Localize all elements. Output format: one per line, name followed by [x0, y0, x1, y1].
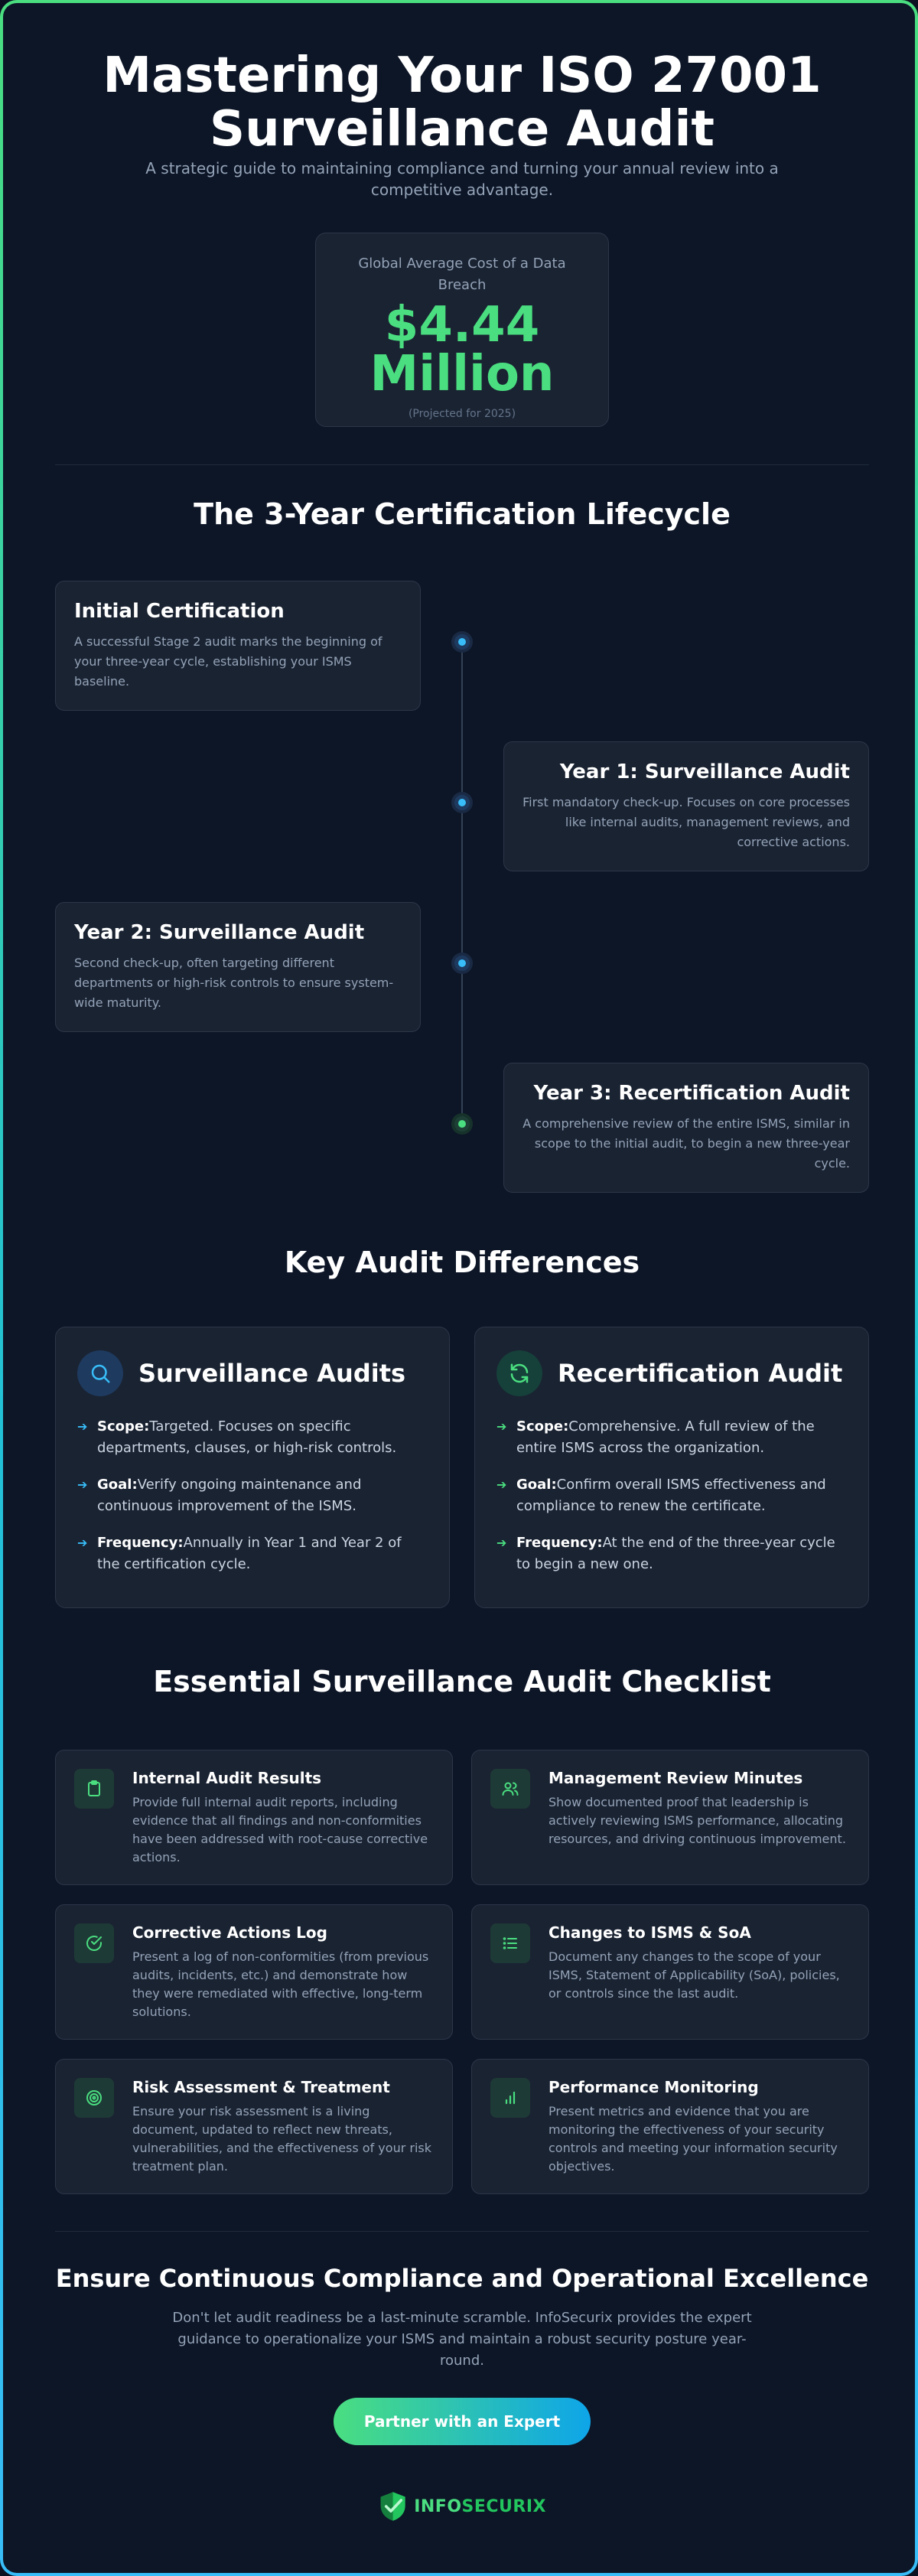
divider [55, 464, 869, 465]
checklist-item-title: Corrective Actions Log [132, 1923, 327, 1942]
checklist-item-text: Show documented proof that leadership is actively reviewing ISMS performance, allocating resources, and driving continuous improvement. [549, 1795, 846, 1846]
list-icon [490, 1923, 530, 1963]
timeline-dot [454, 634, 470, 650]
arrow-right-icon: ➔ [496, 1536, 507, 1550]
stat-label: Global Average Cost of a Data Breach [358, 256, 566, 293]
diff-item-key: Goal: [97, 1477, 138, 1493]
title-line-2: Surveillance Audit [210, 101, 715, 158]
refresh-icon [496, 1350, 542, 1396]
check-circle-icon [74, 1923, 114, 1963]
checklist-item-title: Changes to ISMS & SoA [549, 1923, 751, 1942]
title-line-1: Mastering Your ISO 27001 [103, 47, 822, 104]
diff-item-scope [77, 1416, 428, 1459]
diff-item-frequency [77, 1532, 428, 1575]
timeline-dot [454, 1116, 470, 1132]
page-title [3, 49, 918, 157]
clipboard-icon [74, 1769, 114, 1809]
lifecycle-title: The 3-Year Certification Lifecycle [194, 497, 731, 531]
diff-item-text: At the end of the three-year cycle to begin a new one. [516, 1535, 835, 1572]
search-icon [77, 1350, 123, 1396]
stat-value [316, 297, 608, 402]
recertification-audit-title: Recertification Audit [558, 1359, 843, 1388]
cta-title: Ensure Continuous Compliance and Operational Excellence [55, 2264, 869, 2293]
checklist-item-title: Performance Monitoring [549, 2078, 759, 2096]
timeline-card-year1 [503, 741, 869, 871]
timeline-card-year2 [55, 902, 421, 1032]
timeline-card-text: Second check-up, often targeting different departments or high-risk controls to ensure system-wide maturity. [74, 956, 394, 1010]
stat-value-line-2: Million [369, 346, 555, 402]
checklist-item-text: Provide full internal audit reports, including evidence that all findings and non-conformities have been addressed with root-cause corrective actions. [132, 1795, 428, 1864]
shield-check-icon [378, 2489, 408, 2524]
target-icon [74, 2078, 114, 2118]
arrow-right-icon: ➔ [77, 1536, 88, 1550]
timeline-card-text: A comprehensive review of the entire ISMS, similar in scope to the initial audit, to begin a new three-year cycle. [522, 1116, 850, 1171]
cta-text: Don't let audit readiness be a last-minute scramble. InfoSecurix provides the expert guidance to operationalize your ISMS and maintain a robust security posture year-round. [172, 2310, 752, 2369]
logo-part-1: INFO [414, 2496, 462, 2516]
arrow-right-icon: ➔ [77, 1477, 88, 1492]
checklist-item [55, 1904, 453, 2040]
diff-item-text: Comprehensive. A full review of the entire ISMS across the organization. [516, 1418, 815, 1456]
checklist-item [471, 1750, 869, 1885]
checklist-item-title: Internal Audit Results [132, 1769, 322, 1787]
timeline-card-title: Year 2: Surveillance Audit [74, 921, 365, 944]
checklist-item-text: Present a log of non-conformities (from previous audits, incidents, etc.) and demonstrate how they were remediated with effective, long-term solutions. [132, 1949, 429, 2019]
checklist-title: Essential Surveillance Audit Checklist [153, 1665, 771, 1698]
recertification-audit-card [474, 1327, 869, 1608]
timeline-card-title: Initial Certification [74, 600, 285, 623]
checklist-item-title: Risk Assessment & Treatment [132, 2078, 390, 2096]
diff-item-key: Goal: [516, 1477, 557, 1493]
stat-value-line-1: $4.44 [384, 297, 540, 353]
diff-item-key: Scope: [516, 1418, 569, 1435]
timeline-card-title: Year 1: Surveillance Audit [559, 760, 850, 783]
checklist-item [471, 1904, 869, 2040]
diff-item-text: Targeted. Focuses on specific departments, clauses, or high-risk controls. [97, 1418, 397, 1456]
diff-item-frequency [496, 1532, 847, 1575]
logo-wordmark [414, 2497, 546, 2516]
diff-item-text: Confirm overall ISMS effectiveness and compliance to renew the certificate. [516, 1477, 826, 1514]
diff-item-key: Frequency: [97, 1535, 184, 1551]
checklist-item-text: Document any changes to the scope of your ISMS, Statement of Applicability (SoA), policies, or controls since the last audit. [549, 1949, 840, 2001]
partner-with-expert-button[interactable]: Partner with an Expert [334, 2398, 591, 2445]
diff-item-key: Frequency: [516, 1535, 603, 1551]
stat-note: (Projected for 2025) [408, 408, 516, 420]
diff-item-goal [77, 1474, 428, 1517]
timeline-dot [454, 795, 470, 810]
surveillance-audits-title: Surveillance Audits [138, 1359, 406, 1388]
breach-cost-card [315, 233, 609, 427]
diff-item-goal [496, 1474, 847, 1517]
checklist-item-title: Management Review Minutes [549, 1769, 803, 1787]
differences-title: Key Audit Differences [284, 1246, 640, 1279]
arrow-right-icon: ➔ [77, 1419, 88, 1434]
timeline-card-text: First mandatory check-up. Focuses on core processes like internal audits, management reviews, and corrective actions. [522, 795, 850, 849]
arrow-right-icon: ➔ [496, 1419, 507, 1434]
timeline-line [461, 642, 463, 1124]
checklist-item [55, 1750, 453, 1885]
diff-item-scope [496, 1416, 847, 1459]
bar-chart-icon [490, 2078, 530, 2118]
divider [55, 2231, 869, 2232]
timeline-card-title: Year 3: Recertification Audit [533, 1082, 850, 1105]
timeline-card-year3 [503, 1063, 869, 1193]
logo-part-2: SECURIX [461, 2496, 546, 2516]
timeline-card-text: A successful Stage 2 audit marks the beginning of your three-year cycle, establishing your ISMS baseline. [74, 634, 382, 689]
checklist-item [55, 2059, 453, 2194]
page-subtitle: A strategic guide to maintaining compliance and turning your annual review into a competitive advantage. [145, 159, 779, 199]
checklist-item [471, 2059, 869, 2194]
checklist-item-text: Ensure your risk assessment is a living document, updated to reflect new threats, vulnerabilities, and the effectiveness of your risk treatment plan. [132, 2104, 431, 2174]
diff-item-key: Scope: [97, 1418, 150, 1435]
users-icon [490, 1769, 530, 1809]
diff-item-text: Annually in Year 1 and Year 2 of the certification cycle. [97, 1535, 402, 1572]
checklist-item-text: Present metrics and evidence that you are monitoring the effectiveness of your security controls and meeting your information security objectives. [549, 2104, 838, 2174]
surveillance-audits-card [55, 1327, 450, 1608]
timeline-card-initial [55, 581, 421, 711]
infosecurix-logo [378, 2487, 546, 2526]
diff-item-text: Verify ongoing maintenance and continuous improvement of the ISMS. [97, 1477, 362, 1514]
arrow-right-icon: ➔ [496, 1477, 507, 1492]
timeline-dot [454, 956, 470, 971]
